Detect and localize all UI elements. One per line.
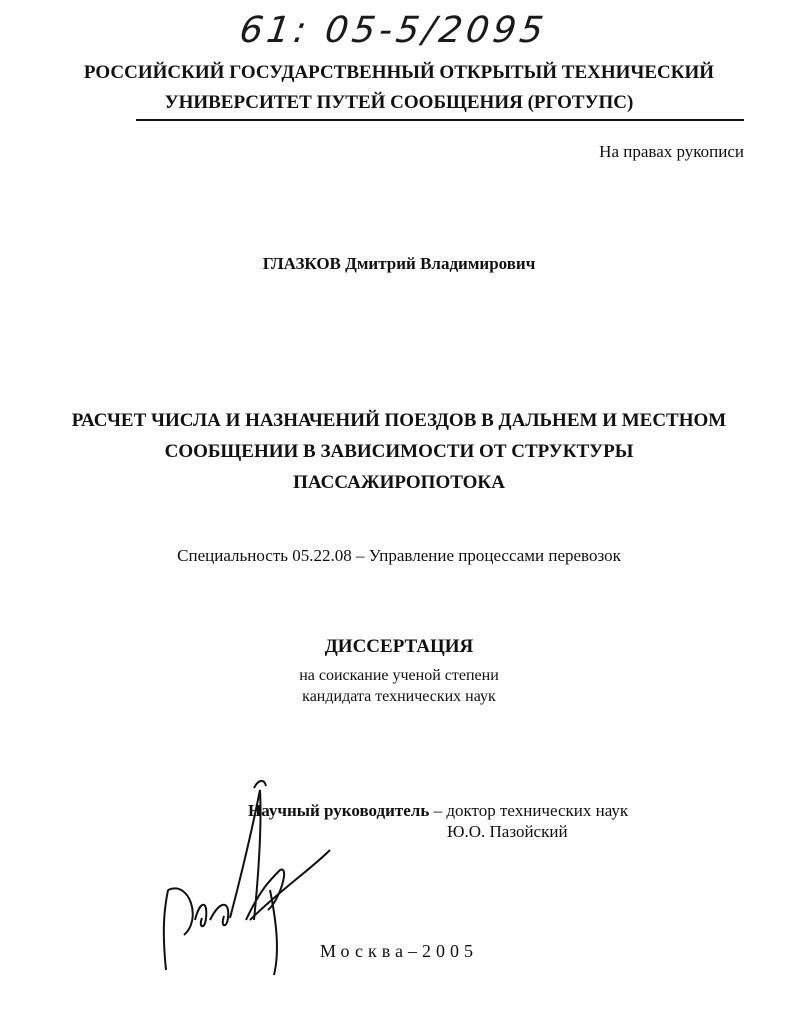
supervisor-title: – доктор технических наук xyxy=(429,801,629,820)
dissertation-title-line-2: СООБЩЕНИИ В ЗАВИСИМОСТИ ОТ СТРУКТУРЫ xyxy=(164,441,634,462)
institution-name-line-2: УНИВЕРСИТЕТ ПУТЕЙ СООБЩЕНИЯ (РГОТУПС) xyxy=(164,92,634,113)
specialty-line: Специальность 05.22.08 – Управление процессами перевозок xyxy=(177,546,621,565)
dissertation-title-line-3: ПАССАЖИРОПОТОКА xyxy=(293,472,505,493)
rights-note: На правах рукописи xyxy=(599,142,744,161)
city-year: Москва–2005 xyxy=(320,941,478,961)
institution-name-line-1: РОССИЙСКИЙ ГОСУДАРСТВЕННЫЙ ОТКРЫТЫЙ ТЕХНИЧЕСКИЙ xyxy=(83,62,715,83)
degree-line-2: кандидата технических наук xyxy=(302,688,496,705)
supervisor-name: Ю.О. Пазойский xyxy=(447,822,568,841)
degree-line-1: на соискание ученой степени xyxy=(299,667,499,684)
dissertation-title-line-1: РАСЧЕТ ЧИСЛА И НАЗНАЧЕНИЙ ПОЕЗДОВ В ДАЛЬНЕМ И МЕСТНОМ xyxy=(71,410,727,431)
supervisor-label: Научный руководитель xyxy=(248,801,430,820)
document-type: ДИССЕРТАЦИЯ xyxy=(324,636,474,657)
header-divider xyxy=(136,119,744,121)
author-name: ГЛАЗКОВ Дмитрий Владимирович xyxy=(262,254,536,273)
archive-number-handwritten: 61: 05-5/2095 xyxy=(237,10,550,51)
